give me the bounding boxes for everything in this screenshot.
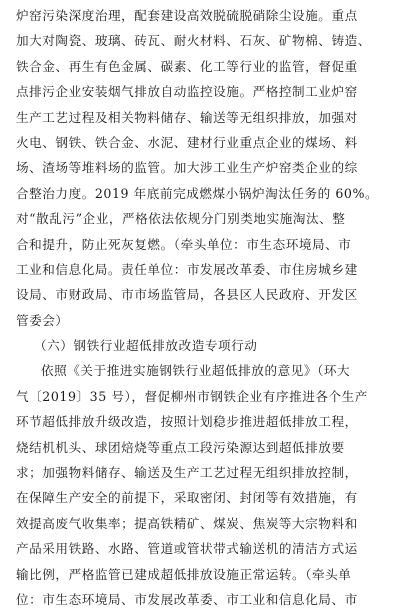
section-heading: （六）钢铁行业超低排放改造专项行动 <box>34 338 258 354</box>
text-line: 环节超低排放升级改造，按照计划稳步推进超低排放工程， <box>16 414 358 430</box>
text-line: 工业和信息化局。责任单位：市发展改革委、市住房城乡建 <box>16 261 358 277</box>
text-line: 产品采用铁路、水路、管道或管状带式输送机的清洁方式运 <box>16 541 358 557</box>
text-line: 场、渣场等堆料场的监管。加大涉工业生产炉窑类企业的综 <box>16 160 358 176</box>
text-line: 效提高废气收集率；提高铁精矿、煤炭、焦炭等大宗物料和 <box>16 515 358 531</box>
paragraph-first-line: 依照《关于推进实施钢铁行业超低排放的意见》（环大 <box>41 363 351 379</box>
text-line: 铁合金、再生有色金属、碳素、化工等行业的监管，督促重 <box>16 58 358 74</box>
text-line: 对“散乱污”企业，严格依法依规分门别类地实施淘汰、整 <box>16 211 346 227</box>
text-line: 生产工艺过程及相关物料储存、输送等无组织排放，加强对 <box>16 109 358 125</box>
text-line: 烧结机机头、球团焙烧等重点工段污染源达到超低排放要 <box>16 439 345 455</box>
text-line: 气〔2019〕35 号），督促柳州市钢铁企业有序推进各个生产 <box>16 388 368 404</box>
text-line: 管委会） <box>16 312 69 328</box>
text-line: 求；加强物料储存、输送及生产工艺过程无组织排放控制， <box>16 465 358 481</box>
text-line: 合和提升，防止死灰复燃。（牵头单位：市生态环境局、市 <box>16 236 352 252</box>
text-line: 输比例，严格监管已建成超低排放设施正常运转。（牵头单 <box>16 566 352 582</box>
text-line: 在保障生产安全的前提下，采取密闭、封闭等有效措施，有 <box>16 490 358 506</box>
text-line: 炉窑污染深度治理，配套建设高效脱硫脱硝除尘设施。重点 <box>16 8 358 23</box>
text-line: 点排污企业安装烟气排放自动监控设施。严格控制工业炉窑 <box>16 84 358 100</box>
text-line: 位：市生态环境局、市发展改革委、市工业和信息化局、市 <box>16 591 358 607</box>
text-line: 加大对陶瓷、玻璃、砖瓦、耐火材料、石灰、矿物棉、铸造、 <box>16 33 371 49</box>
document-page <box>16 3 396 612</box>
text-line: 合整治力度。2019 年底前完成燃煤小锅炉淘汰任务的 60%。 <box>16 185 379 201</box>
text-line: 设局、市财政局、市市场监管局，各县区人民政府、开发区 <box>16 287 358 303</box>
text-line: 火电、钢铁、铁合金、水泥、建材行业重点企业的煤场、料 <box>16 134 358 150</box>
